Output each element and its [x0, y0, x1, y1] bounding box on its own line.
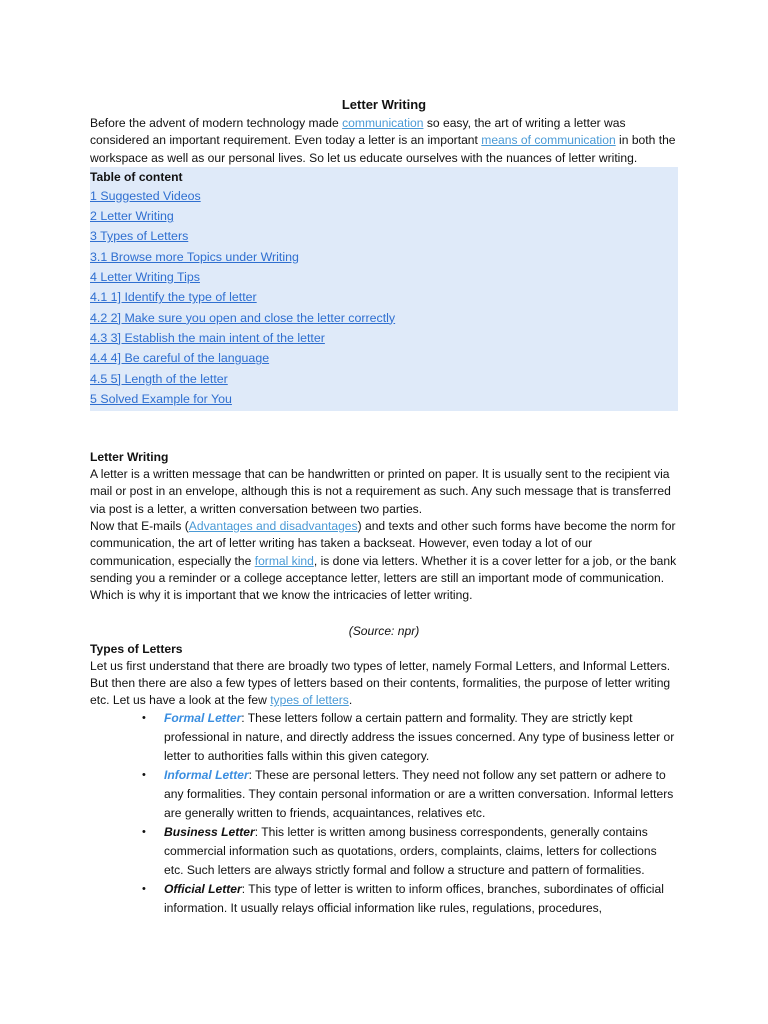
document-page [90, 95, 678, 918]
informal-letter-link[interactable]: Informal Letter [164, 768, 249, 783]
bullet-icon: • [142, 826, 146, 839]
communication-link[interactable]: communication [342, 116, 424, 130]
toc-item-open-close[interactable]: 4.2 2] Make sure you open and close the letter correctly [90, 310, 396, 325]
advantages-link[interactable]: Advantages and disadvantages [188, 519, 358, 534]
letter-writing-para-1: A letter is a written message that can be handwritten or printed on paper. It is usually sent to the recipient via mail or post in an envelope, although this is not a requirement as such. Any such message that is transferred via post is a letter, a written conversation between two parties. [90, 467, 671, 516]
means-of-communication-link[interactable]: means of communication [481, 133, 616, 148]
toc-item-solved-example[interactable]: 5 Solved Example for You [90, 391, 232, 406]
toc-item-browse-topics[interactable]: 3.1 Browse more Topics under Writing [90, 249, 299, 264]
business-letter-term: Business Letter [164, 825, 255, 840]
official-letter-term: Official Letter [164, 882, 242, 897]
spacer [90, 605, 678, 623]
toc-item-main-intent[interactable]: 4.3 3] Establish the main intent of the letter [90, 330, 325, 345]
types-of-letters-link[interactable]: types of letters [270, 693, 349, 708]
toc-item-language[interactable]: 4.4 4] Be careful of the language [90, 351, 270, 366]
toc-item-types-of-letters[interactable]: 3 Types of Letters [90, 229, 189, 244]
toc-item-letter-writing[interactable]: 2 Letter Writing [90, 209, 174, 224]
letter-writing-heading: Letter Writing [90, 450, 169, 465]
list-item: • Official Letter: This type of letter is written to inform offices, branches, subordinates of official information. It usually relays official information like rules, regulations, procedures, [142, 882, 664, 915]
toc-heading: Table of content [90, 169, 183, 184]
toc-item-identify-type[interactable]: 4.1 1] Identify the type of letter [90, 290, 257, 305]
page-title: Letter Writing [341, 97, 427, 112]
bullet-icon: • [142, 712, 146, 725]
letter-types-list [90, 709, 678, 917]
bullet-icon: • [142, 769, 146, 782]
toc-item-suggested-videos[interactable]: 1 Suggested Videos [90, 188, 201, 203]
spacer [90, 411, 678, 449]
formal-letter-link[interactable]: Formal Letter [164, 711, 242, 726]
formal-kind-link[interactable]: formal kind [254, 553, 314, 568]
toc-item-length[interactable]: 4.5 5] Length of the letter [90, 371, 228, 386]
list-item: • Formal Letter: These letters follow a certain pattern and formality. They are strictly kept professional in nature, and directly address the issues concerned. Any type of business letter or letter to authorities falls within this given category. [142, 711, 675, 764]
types-of-letters-heading: Types of Letters [90, 641, 183, 656]
list-item: • Informal Letter: These are personal letters. They need not follow any set pattern or adhere to any formalities. They contain personal information or are a written conversation. Informal letters are generally written to friends, acquaintances, relatives etc. [142, 768, 674, 820]
source-citation: (Source: npr) [348, 623, 420, 638]
letter-writing-para-2: Now that E-mails (Advantages and disadvantages) and texts and other such forms have become the norm for communication, the art of letter writing has taken a backseat. However, even today a lot of our communication, especially the formal kind, is done via letters. Whether it is a cover letter for a job, or the bank sending you a reminder or a college acceptance letter, letters are still an important mode of communication. Which is why it is important that we know the intricacies of letter writing. [90, 519, 677, 603]
table-of-contents [90, 167, 678, 411]
list-item: • Business Letter: This letter is written among business correspondents, generally contains commercial information such as quotations, orders, complaints, claims, letters for collections etc. Such letters are always strictly formal and follow a structure and pattern of formalities. [142, 825, 657, 877]
types-intro-paragraph: Let us first understand that there are broadly two types of letter, namely Formal Letters, and Informal Letters. But then there are also a few types of letters based on their contents, formalities, the purpose of letter writing etc. Let us have a look at the few types of letters. [90, 658, 671, 708]
intro-paragraph: Before the advent of modern technology made communication so easy, the art of writing a letter was considered an important requirement. Even today a letter is an important means of communication in both the workspace as well as our personal lives. So let us educate ourselves with the nuances of letter writing. [90, 116, 676, 165]
toc-item-writing-tips[interactable]: 4 Letter Writing Tips [90, 270, 200, 285]
bullet-icon: • [142, 883, 146, 896]
